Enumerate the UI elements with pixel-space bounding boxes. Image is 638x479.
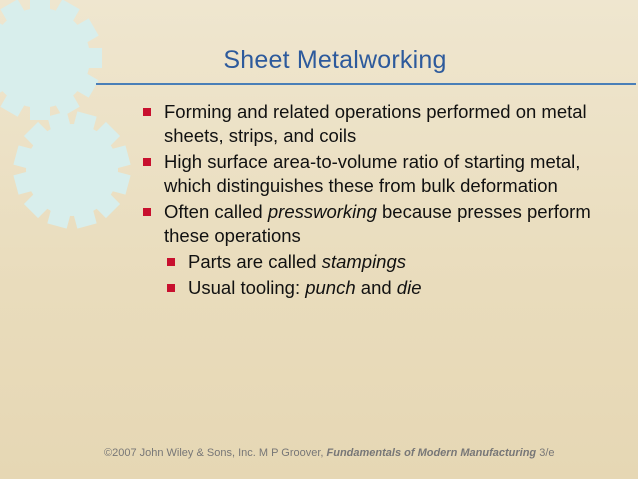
bullet-square-icon: [167, 284, 175, 292]
footer-suffix: 3/e: [536, 447, 555, 459]
bullet-term-pressworking: pressworking: [267, 201, 377, 222]
bullet-item-1: [140, 100, 610, 148]
bullet-square-icon: [143, 158, 151, 166]
sub-bullet-term-punch: punch: [305, 277, 356, 298]
gear-icon-bottom: [13, 111, 130, 228]
sub-bullet-term-stampings: stampings: [321, 251, 407, 272]
bullet-text: High surface area-to-volume ratio of starting metal, which distinguishes these from bulk deformation: [164, 151, 581, 196]
sub-bullet-term-die: die: [396, 277, 422, 298]
sub-bullet-text: Usual tooling:: [188, 277, 306, 298]
bullet-square-icon: [143, 108, 151, 116]
footer-book-title: Fundamentals of Modern Manufacturing: [326, 447, 537, 459]
bullet-text: Forming and related operations performed on metal sheets, strips, and coils: [164, 101, 587, 146]
gear-icon-top: [0, 0, 102, 120]
bullet-square-icon: [143, 208, 151, 216]
bullet-item-2: [140, 150, 610, 198]
bullet-list: [140, 100, 610, 302]
sub-bullet-item-1: [164, 250, 610, 274]
title-divider: [96, 83, 636, 85]
footer-copyright: [104, 447, 555, 459]
sub-bullet-text: Parts are called: [188, 251, 322, 272]
footer-prefix: ©2007 John Wiley & Sons, Inc. M P Groover,: [104, 447, 327, 459]
sub-bullet-text-mid: and: [355, 277, 397, 298]
bullet-item-3: [140, 200, 610, 248]
bullet-text-after: because presses perform these operations: [164, 201, 591, 246]
bullet-text-before: Often called: [164, 201, 268, 222]
bullet-square-icon: [167, 258, 175, 266]
sub-bullet-item-2: [164, 276, 610, 300]
gears-decoration: [0, 0, 160, 260]
slide-title: Sheet Metalworking: [223, 46, 447, 74]
